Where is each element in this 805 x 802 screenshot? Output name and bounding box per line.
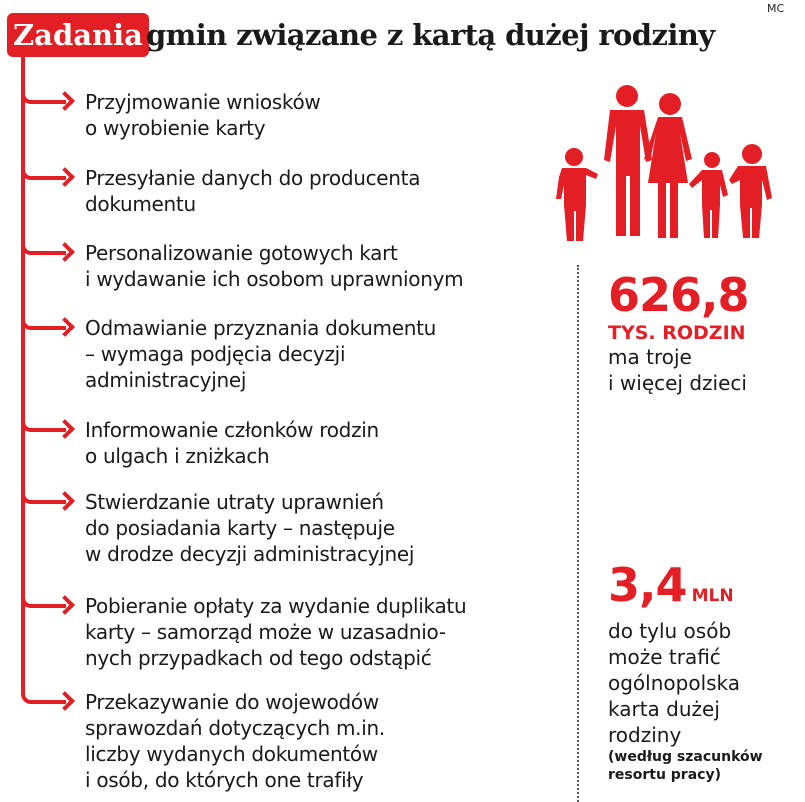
item-text: Przekazywanie do wojewodów sprawozdań dotyczących m.in. liczby wydanych dokumentów i osób, do których one trafiły xyxy=(85,690,385,792)
item-text: Stwierdzanie utraty uprawnień do posiadania karty – następuje w drodze decyzji administracyjnej xyxy=(85,490,415,566)
stat-description: do tylu osób może trafić ogólnopolska karta dużej rodziny xyxy=(608,619,741,747)
stat-value: 3,4 xyxy=(608,558,687,612)
title-highlight: Zadania xyxy=(7,13,149,57)
stat-families xyxy=(608,270,749,396)
item-text: Personalizowanie gotowych kart i wydawanie ich osobom uprawnionym xyxy=(85,241,464,291)
family-silhouette-icon xyxy=(552,82,787,242)
stat-people xyxy=(608,560,763,784)
stat-value: 626,8 xyxy=(608,268,749,322)
divider xyxy=(577,265,579,802)
page-title: gmin związane z kartą dużej rodziny xyxy=(146,18,715,52)
item-text: Odmawianie przyznania dokumentu – wymaga podjęcia decyzji administracyjnej xyxy=(85,316,437,392)
item-text: Informowanie członków rodzin o ulgach i zniżkach xyxy=(85,418,379,468)
author-credit: MC xyxy=(767,2,785,15)
item-text: Przesyłanie danych do producenta dokumentu xyxy=(85,166,421,216)
stat-unit: TYS. RODZIN xyxy=(608,322,746,344)
item-text: Pobieranie opłaty za wydanie duplikatu karty – samorząd może w uzasadnio- nych przypadkach od tego odstąpić xyxy=(85,594,467,670)
item-text: Przyjmowanie wniosków o wyrobienie karty xyxy=(85,90,321,140)
stat-source-note: (według szacunków resortu pracy) xyxy=(608,749,763,783)
stat-description: ma troje i więcej dzieci xyxy=(608,345,747,395)
stat-unit: MLN xyxy=(691,586,734,606)
